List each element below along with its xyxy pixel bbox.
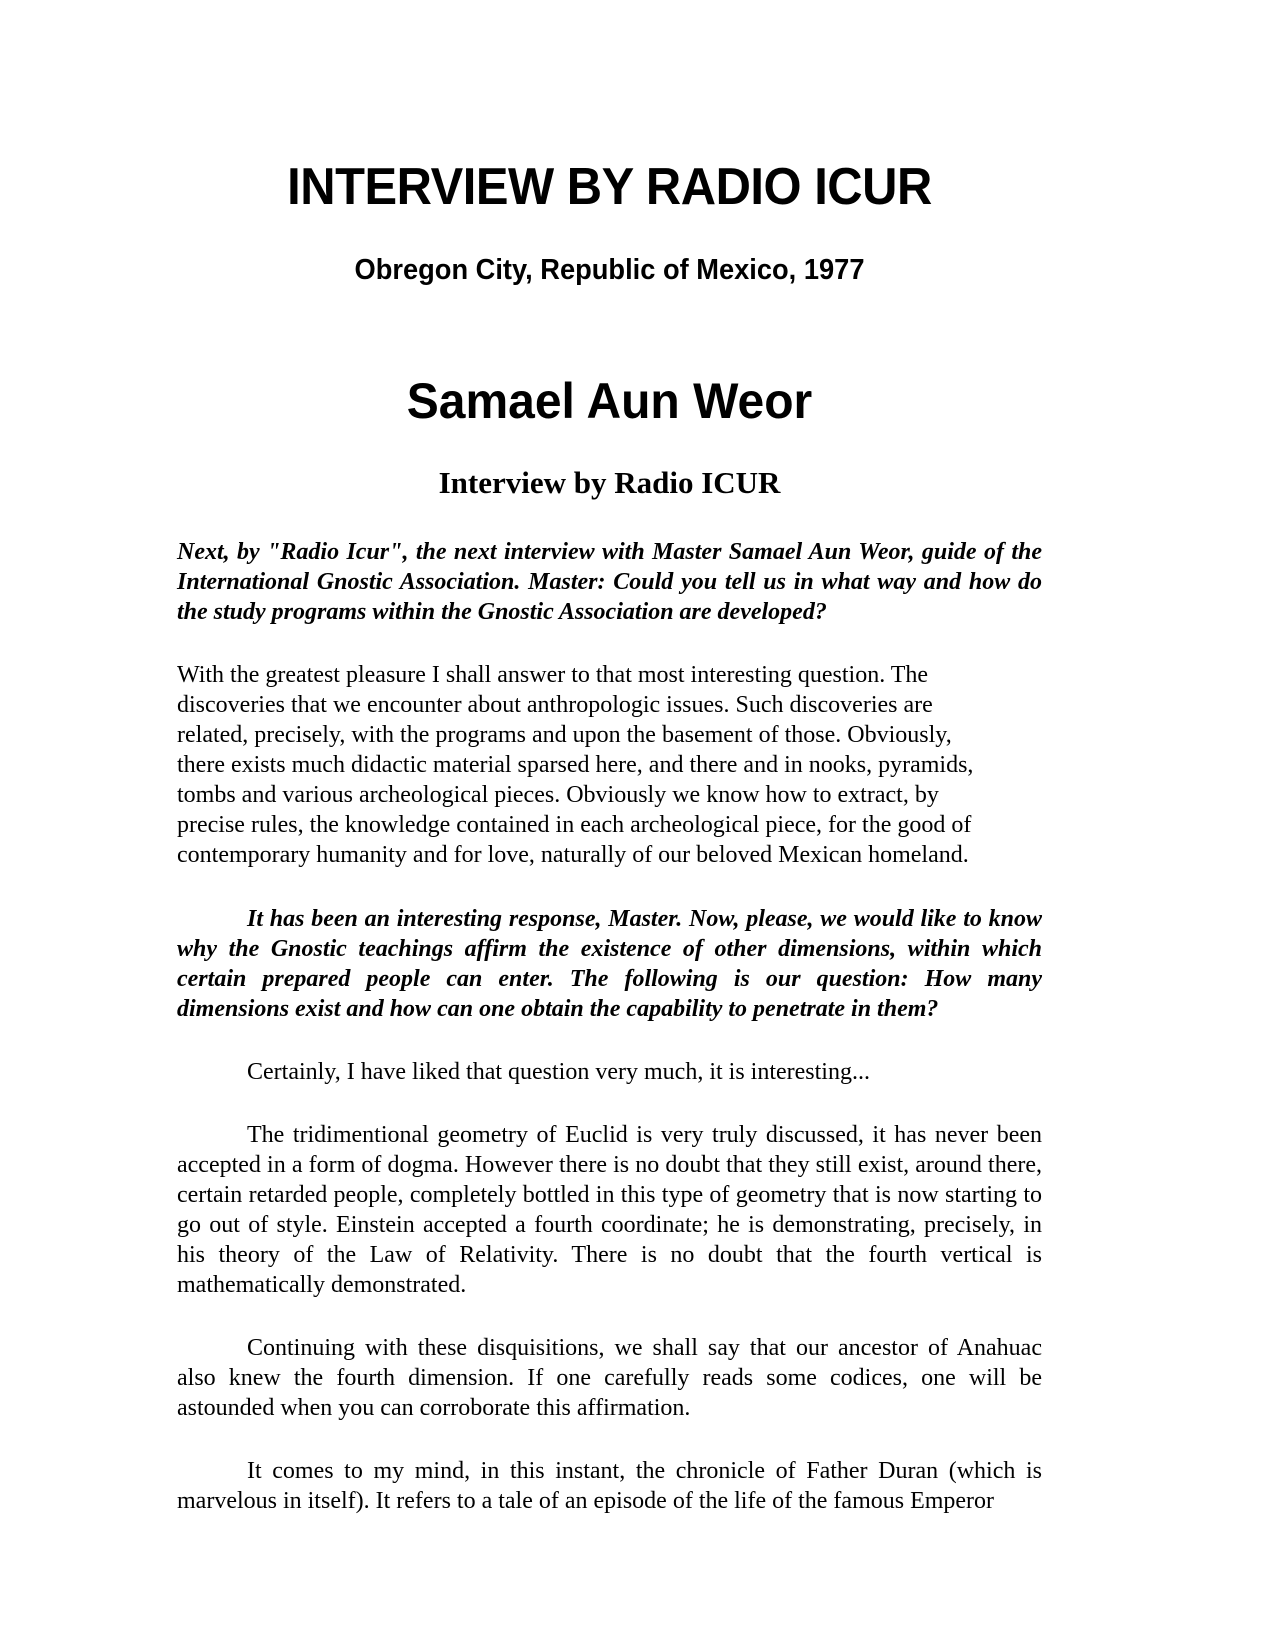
answer-paragraph-1: With the greatest pleasure I shall answer to that most interesting question. The discoveries that we encounter about anthropologic issues. Such discoveries are related, precisely, with the programs and upon the basement of those. Obviously, there exists much didactic material sparsed here, and there and in nooks, pyramids, tombs and various archeological pieces. Obviously we know how to extract, by precise rules, the knowledge contained in each archeological piece, for the good of contemporary humanity and for love, naturally of our beloved Mexican homeland. bbox=[177, 662, 974, 869]
document-subtitle: Obregon City, Republic of Mexico, 1977 bbox=[354, 253, 865, 286]
answer-paragraph-3: The tridimentional geometry of Euclid is very truly discussed, it has never been accepted in a form of dogma. However there is no doubt that they still exist, around there, certain retarded people, completely bottled in this type of geometry that is now starting to go out of style. Einstein accepted a fourth coordinate; he is demonstrating, precisely, in his theory of the Law of Relativity. There is no doubt that the fourth vertical is mathematically demonstrated. bbox=[177, 1122, 1042, 1299]
answer-paragraph-5: It comes to my mind, in this instant, the chronicle of Father Duran (which is marvelous in itself). It refers to a tale of an episode of the life of the famous Emperor bbox=[177, 1458, 1042, 1515]
answer-paragraph-4: Continuing with these disquisitions, we shall say that our ancestor of Anahuac also knew the fourth dimension. If one carefully reads some codices, one will be astounded when you can corroborate this affirmation. bbox=[177, 1335, 1042, 1422]
interviewer-question-1: Next, by "Radio Icur", the next interview with Master Samael Aun Weor, guide of the International Gnostic Association. Master: Could you tell us in what way and how do the study programs within the Gnostic Association are developed? bbox=[177, 539, 1042, 626]
page-title: INTERVIEW BY RADIO ICUR bbox=[287, 158, 932, 216]
answer-paragraph-2: Certainly, I have liked that question very much, it is interesting... bbox=[247, 1059, 870, 1086]
document-content bbox=[177, 0, 1042, 1516]
author-name: Samael Aun Weor bbox=[406, 373, 813, 430]
interviewer-question-2: It has been an interesting response, Master. Now, please, we would like to know why the Gnostic teachings affirm the existence of other dimensions, within which certain prepared people can enter. The following is our question: How many dimensions exist and how can one obtain the capability to penetrate in them? bbox=[177, 906, 1042, 1023]
section-heading: Interview by Radio ICUR bbox=[438, 465, 781, 501]
